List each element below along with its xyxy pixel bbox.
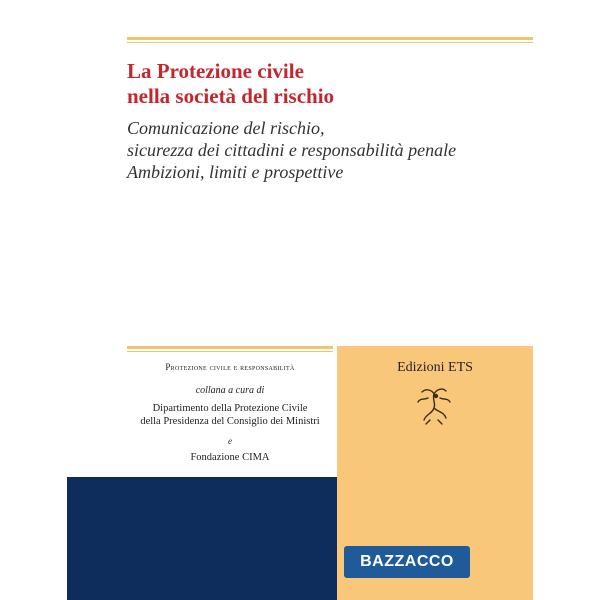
book-subtitle (127, 117, 527, 183)
book-title (127, 59, 527, 109)
subtitle-line-3: Ambizioni, limiti e prospettive (127, 162, 344, 182)
subtitle-line-2: sicurezza dei cittadini e responsabilità penale (127, 140, 457, 160)
series-rule-thin (127, 351, 333, 352)
book-cover (67, 0, 533, 600)
subtitle-line-1: Comunicazione del rischio, (127, 118, 325, 138)
entity-1-line-1: Dipartimento della Protezione Civile (152, 403, 308, 414)
curata-label: collana a cura di (195, 385, 265, 396)
bazzacco-badge[interactable]: BAZZACCO (344, 546, 470, 578)
entity-2: Fondazione CIMA (190, 452, 270, 463)
series-name: Protezione civile e responsabilità (165, 362, 295, 372)
title-line-1: La Protezione civile (127, 59, 304, 83)
publisher-name: Edizioni ETS (397, 360, 473, 375)
griffin-logo-icon (412, 384, 456, 428)
conjunction: e (228, 436, 232, 446)
series-rule (127, 346, 333, 349)
top-rule-thin (127, 42, 533, 43)
top-rule (127, 37, 533, 40)
title-line-2: nella società del rischio (127, 84, 335, 108)
entity-1-line-2: della Presidenza del Consiglio dei Ministri (140, 416, 320, 427)
